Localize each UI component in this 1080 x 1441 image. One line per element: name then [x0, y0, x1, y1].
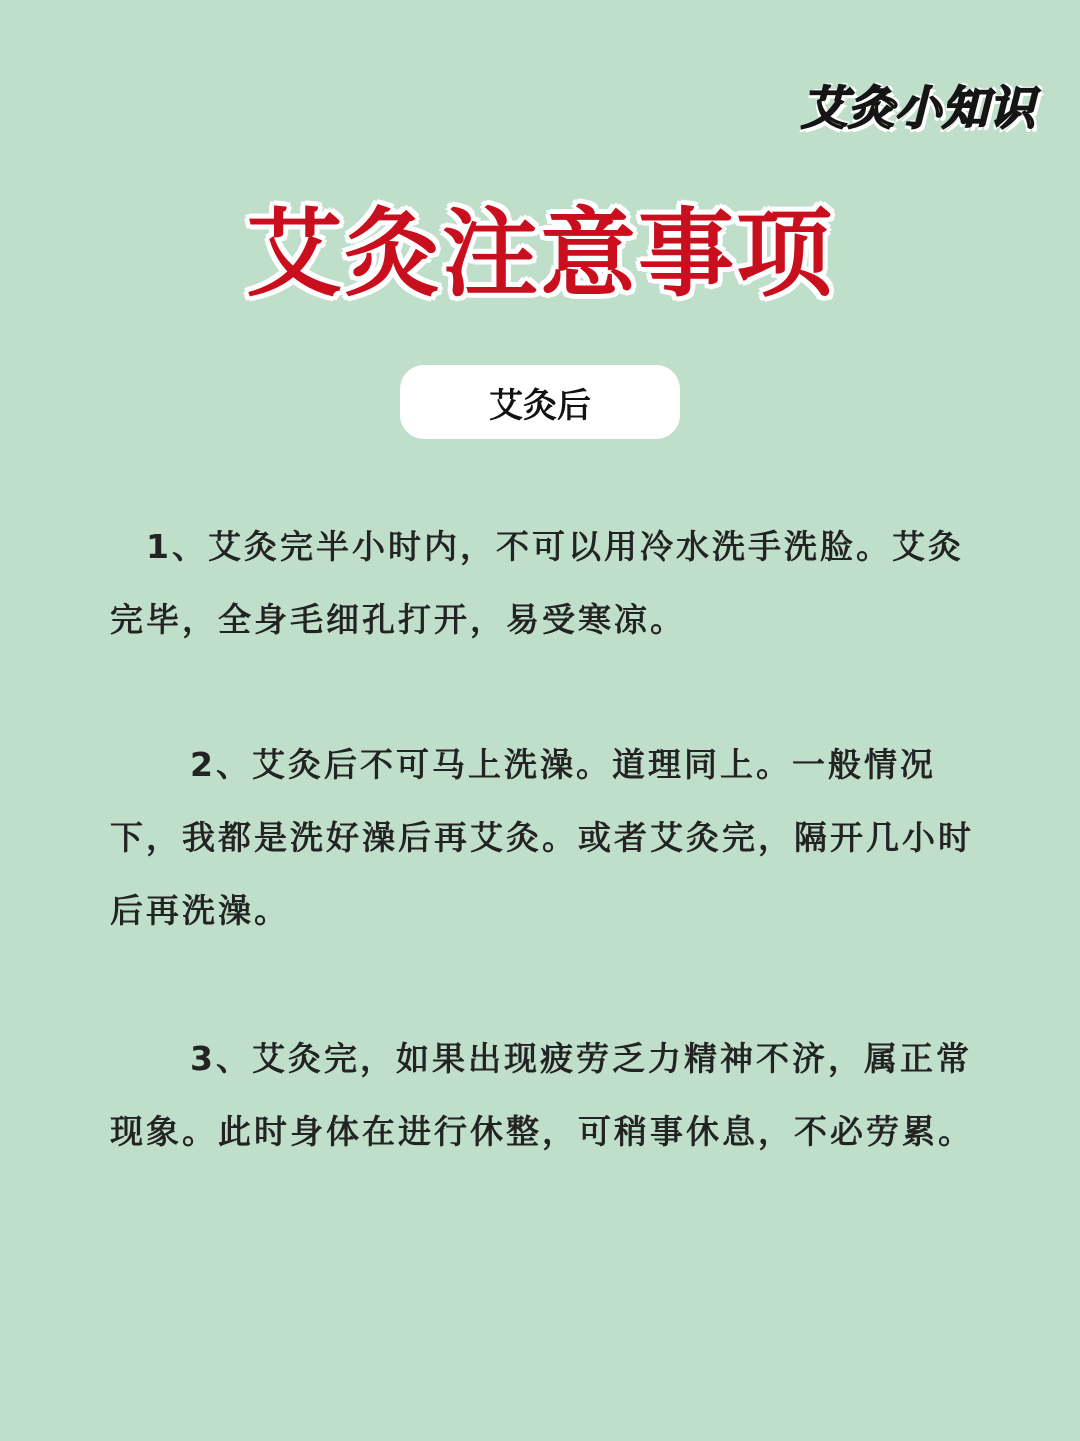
page-title: 艾灸注意事项	[246, 198, 834, 310]
content-item-2: 2、艾灸后不可马上洗澡。道理同上。一般情况下，我都是洗好澡后再艾灸。或者艾灸完，隔开几小时后再洗澡。	[110, 745, 974, 930]
content-item-3: 3、艾灸完，如果出现疲劳乏力精神不济，属正常现象。此时身体在进行休整，可稍事休息，不必劳累。	[110, 1039, 974, 1151]
section-label-pill: 艾灸后	[400, 365, 680, 439]
corner-tag: 艾灸小知识	[801, 81, 1036, 135]
content-item-1: 1、艾灸完半小时内，不可以用冷水洗手洗脸。艾灸完毕，全身毛细孔打开，易受寒凉。	[110, 527, 964, 639]
